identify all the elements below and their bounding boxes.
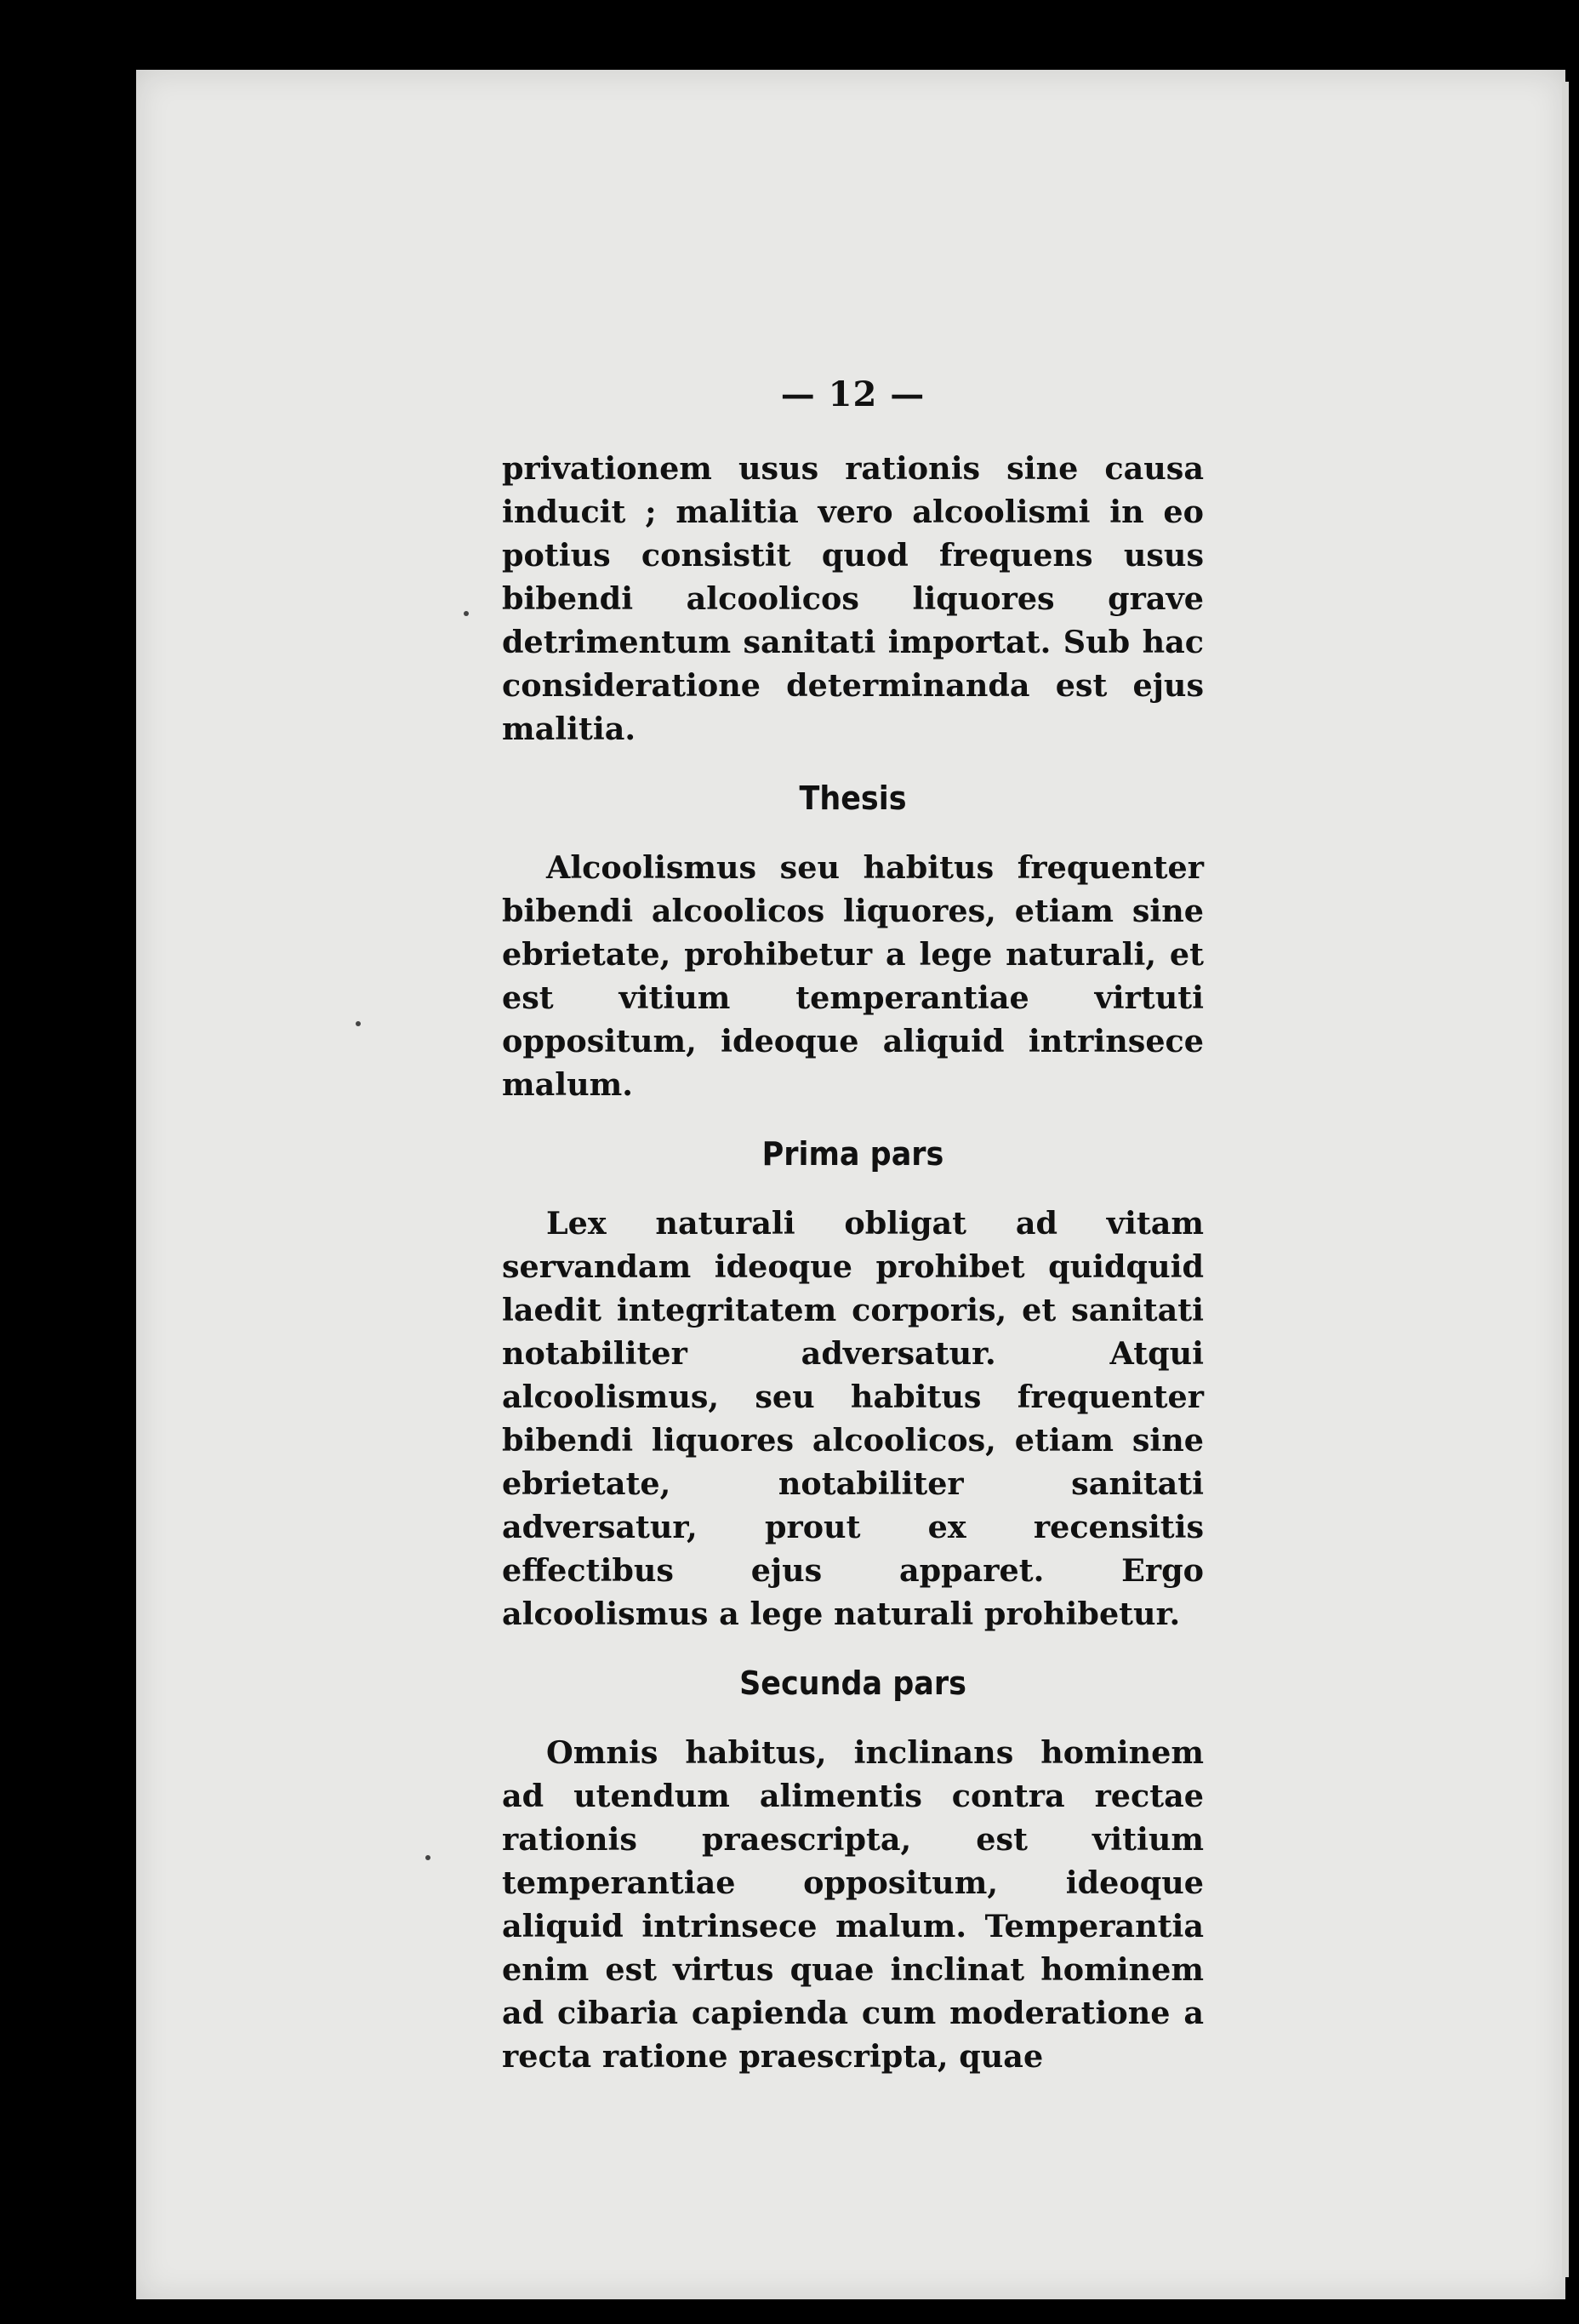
section-heading-secunda-pars: Secunda pars [739, 1664, 966, 1702]
prima-pars-paragraph: Lex naturali obligat ad vitam servandam ideoque prohibet quidquid laedit integritatem corporis, et sanitati notabiliter adversatur. Atqui alcoolismus, seu habitus frequenter bibendi liquores alcoolicos, etiam sine ebrietate, notabiliter sanitati adversatur, prout ex recensitis effectibus ejus apparet. Ergo alcoolismus a lege naturali prohibetur. [502, 1205, 1204, 1632]
section-heading-thesis: Thesis [799, 779, 907, 817]
thesis-paragraph: Alcoolismus seu habitus frequenter bibendi alcoolicos liquores, etiam sine ebrietate, prohibetur a lege naturali, et est vitium temperantiae virtuti oppositum, ideoque aliquid intrinsece malum. [502, 849, 1204, 1103]
section-heading-prima-pars: Prima pars [761, 1135, 944, 1173]
page-number: — 12 — [780, 374, 926, 414]
page-text [502, 374, 1204, 2078]
page-edge [1562, 82, 1569, 2277]
scan-speck [356, 1021, 361, 1026]
continuation-paragraph: privationem usus rationis sine causa inducit ; malitia vero alcoolismi in eo potius consistit quod frequens usus bibendi alcoolicos liquores grave detrimentum sanitati importat. Sub hac consideratione determinanda est ejus malitia. [502, 450, 1204, 747]
scan-speck [425, 1855, 430, 1860]
secunda-pars-paragraph: Omnis habitus, inclinans hominem ad utendum alimentis contra rectae rationis praescripta, est vitium temperantiae oppositum, ideoque aliquid intrinsece malum. Temperantia enim est virtus quae inclinat hominem ad cibaria capienda cum moderatione a recta ratione praescripta, quae [502, 1734, 1204, 2075]
scan-speck [464, 611, 469, 616]
